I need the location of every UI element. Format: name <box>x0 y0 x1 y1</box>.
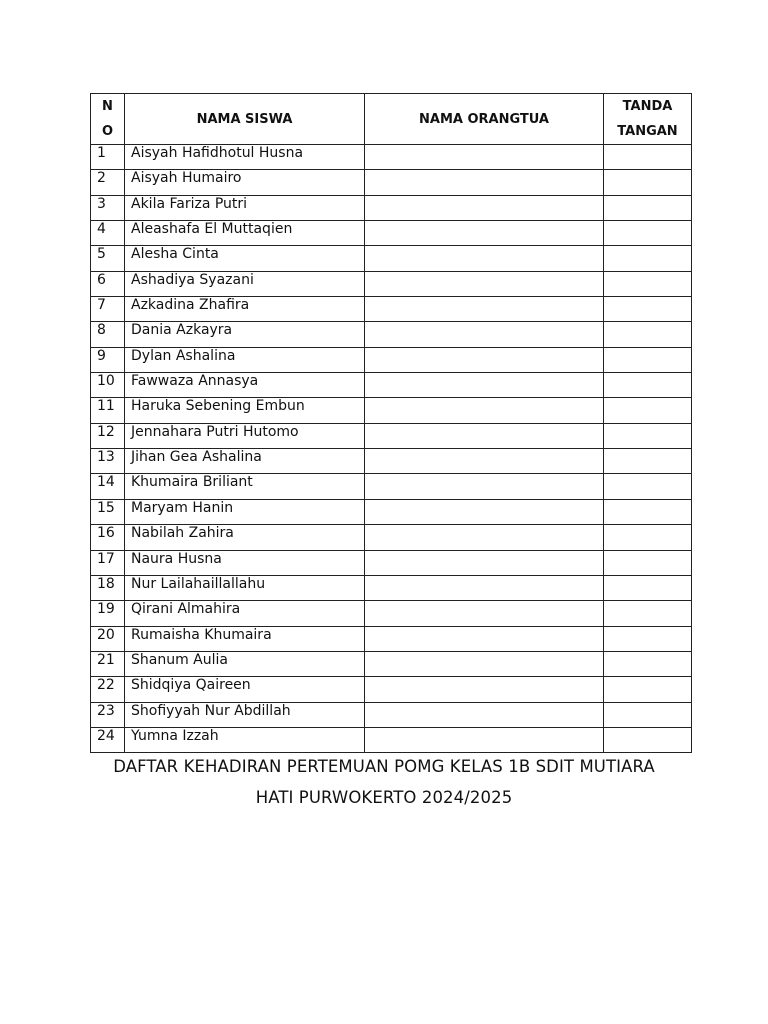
parent-name-cell[interactable] <box>365 170 604 195</box>
table-row <box>91 246 692 271</box>
parent-name-cell[interactable] <box>365 727 604 752</box>
document-title <box>90 751 678 813</box>
row-number: 4 <box>91 221 125 246</box>
parent-name-cell[interactable] <box>365 423 604 448</box>
parent-name-cell[interactable] <box>365 474 604 499</box>
header-signature-line2: TANGAN <box>617 124 678 139</box>
row-number: 19 <box>91 601 125 626</box>
parent-name-cell[interactable] <box>365 246 604 271</box>
parent-name-cell[interactable] <box>365 195 604 220</box>
row-number: 23 <box>91 702 125 727</box>
student-name-cell: Khumaira Briliant <box>125 474 365 499</box>
student-name-cell: Akila Fariza Putri <box>125 195 365 220</box>
table-row <box>91 373 692 398</box>
parent-name-cell[interactable] <box>365 398 604 423</box>
parent-name-cell[interactable] <box>365 322 604 347</box>
signature-cell[interactable] <box>604 525 692 550</box>
signature-cell[interactable] <box>604 195 692 220</box>
row-number: 9 <box>91 347 125 372</box>
parent-name-cell[interactable] <box>365 550 604 575</box>
header-no-line2: O <box>101 124 114 139</box>
table-row <box>91 145 692 170</box>
signature-cell[interactable] <box>604 474 692 499</box>
header-parent-name: NAMA ORANGTUA <box>365 94 604 145</box>
signature-cell[interactable] <box>604 373 692 398</box>
parent-name-cell[interactable] <box>365 575 604 600</box>
parent-name-cell[interactable] <box>365 525 604 550</box>
parent-name-cell[interactable] <box>365 626 604 651</box>
student-name-cell: Jihan Gea Ashalina <box>125 449 365 474</box>
signature-cell[interactable] <box>604 449 692 474</box>
student-name-cell: Maryam Hanin <box>125 499 365 524</box>
student-name-cell: Yumna Izzah <box>125 727 365 752</box>
table-row <box>91 347 692 372</box>
signature-cell[interactable] <box>604 347 692 372</box>
signature-cell[interactable] <box>604 550 692 575</box>
parent-name-cell[interactable] <box>365 601 604 626</box>
table-row <box>91 499 692 524</box>
row-number: 18 <box>91 575 125 600</box>
student-name-cell: Nabilah Zahira <box>125 525 365 550</box>
row-number: 8 <box>91 322 125 347</box>
student-name-cell: Fawwaza Annasya <box>125 373 365 398</box>
row-number: 22 <box>91 677 125 702</box>
header-no <box>91 94 125 145</box>
row-number: 21 <box>91 651 125 676</box>
table-row <box>91 474 692 499</box>
signature-cell[interactable] <box>604 221 692 246</box>
row-number: 6 <box>91 271 125 296</box>
signature-cell[interactable] <box>604 651 692 676</box>
row-number: 7 <box>91 297 125 322</box>
student-name-cell: Rumaisha Khumaira <box>125 626 365 651</box>
row-number: 12 <box>91 423 125 448</box>
parent-name-cell[interactable] <box>365 221 604 246</box>
signature-cell[interactable] <box>604 626 692 651</box>
row-number: 24 <box>91 727 125 752</box>
student-name-cell: Shofiyyah Nur Abdillah <box>125 702 365 727</box>
parent-name-cell[interactable] <box>365 347 604 372</box>
student-name-cell: Aleashafa El Muttaqien <box>125 221 365 246</box>
student-name-cell: Shidqiya Qaireen <box>125 677 365 702</box>
student-name-cell: Alesha Cinta <box>125 246 365 271</box>
signature-cell[interactable] <box>604 322 692 347</box>
parent-name-cell[interactable] <box>365 297 604 322</box>
student-name-cell: Haruka Sebening Embun <box>125 398 365 423</box>
table-row <box>91 677 692 702</box>
attendance-table <box>90 93 692 753</box>
signature-cell[interactable] <box>604 499 692 524</box>
signature-cell[interactable] <box>604 575 692 600</box>
table-row <box>91 727 692 752</box>
table-row <box>91 322 692 347</box>
table-row <box>91 601 692 626</box>
student-name-cell: Ashadiya Syazani <box>125 271 365 296</box>
row-number: 20 <box>91 626 125 651</box>
row-number: 14 <box>91 474 125 499</box>
table-row <box>91 297 692 322</box>
student-name-cell: Naura Husna <box>125 550 365 575</box>
table-row <box>91 702 692 727</box>
table-row <box>91 398 692 423</box>
row-number: 15 <box>91 499 125 524</box>
signature-cell[interactable] <box>604 702 692 727</box>
table-header-row <box>91 94 692 145</box>
table-body <box>91 145 692 753</box>
parent-name-cell[interactable] <box>365 373 604 398</box>
signature-cell[interactable] <box>604 677 692 702</box>
table-row <box>91 525 692 550</box>
row-number: 17 <box>91 550 125 575</box>
signature-cell[interactable] <box>604 297 692 322</box>
student-name-cell: Qirani Almahira <box>125 601 365 626</box>
signature-cell[interactable] <box>604 423 692 448</box>
student-name-cell: Jennahara Putri Hutomo <box>125 423 365 448</box>
row-number: 13 <box>91 449 125 474</box>
row-number: 1 <box>91 145 125 170</box>
parent-name-cell[interactable] <box>365 499 604 524</box>
row-number: 10 <box>91 373 125 398</box>
parent-name-cell[interactable] <box>365 651 604 676</box>
row-number: 3 <box>91 195 125 220</box>
row-number: 5 <box>91 246 125 271</box>
signature-cell[interactable] <box>604 271 692 296</box>
signature-cell[interactable] <box>604 170 692 195</box>
table-row <box>91 221 692 246</box>
student-name-cell: Aisyah Hafidhotul Husna <box>125 145 365 170</box>
student-name-cell: Nur Lailahaillallahu <box>125 575 365 600</box>
student-name-cell: Dylan Ashalina <box>125 347 365 372</box>
signature-cell[interactable] <box>604 246 692 271</box>
table-row <box>91 550 692 575</box>
parent-name-cell[interactable] <box>365 145 604 170</box>
parent-name-cell[interactable] <box>365 449 604 474</box>
signature-cell[interactable] <box>604 145 692 170</box>
table-row <box>91 423 692 448</box>
parent-name-cell[interactable] <box>365 702 604 727</box>
parent-name-cell[interactable] <box>365 271 604 296</box>
table-row <box>91 449 692 474</box>
header-signature-line1: TANDA <box>622 99 673 114</box>
student-name-cell: Dania Azkayra <box>125 322 365 347</box>
signature-cell[interactable] <box>604 398 692 423</box>
row-number: 16 <box>91 525 125 550</box>
table-row <box>91 626 692 651</box>
signature-cell[interactable] <box>604 601 692 626</box>
header-student-name: NAMA SISWA <box>125 94 365 145</box>
row-number: 2 <box>91 170 125 195</box>
table-row <box>91 170 692 195</box>
table-row <box>91 575 692 600</box>
table-row <box>91 271 692 296</box>
signature-cell[interactable] <box>604 727 692 752</box>
student-name-cell: Shanum Aulia <box>125 651 365 676</box>
header-signature <box>604 94 692 145</box>
table-row <box>91 651 692 676</box>
document-title-line1: DAFTAR KEHADIRAN PERTEMUAN POMG KELAS 1B SDIT MUTIARA <box>113 757 655 776</box>
parent-name-cell[interactable] <box>365 677 604 702</box>
header-no-line1: N <box>102 99 113 114</box>
table-row <box>91 195 692 220</box>
document-title-line2: HATI PURWOKERTO 2024/2025 <box>255 788 513 807</box>
row-number: 11 <box>91 398 125 423</box>
student-name-cell: Aisyah Humairo <box>125 170 365 195</box>
student-name-cell: Azkadina Zhafira <box>125 297 365 322</box>
